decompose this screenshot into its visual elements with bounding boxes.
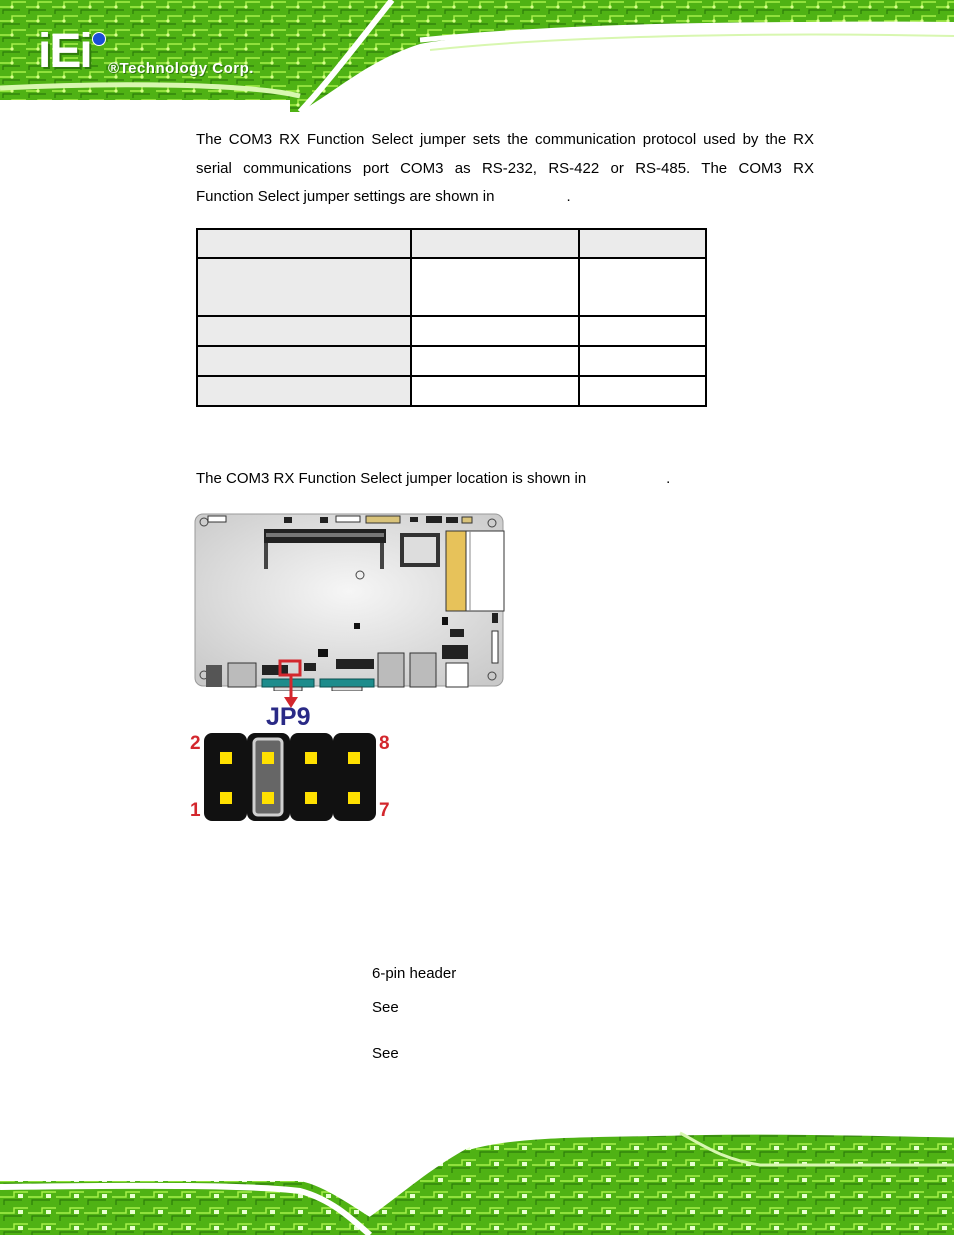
table-cell bbox=[197, 376, 411, 406]
pin-label-7: 7 bbox=[379, 800, 390, 821]
intro-line-2: serial communications port COM3 as RS-232, RS-422 or RS-485. The COM3 RX bbox=[196, 159, 814, 177]
table-cell bbox=[411, 258, 579, 316]
table-header-row bbox=[197, 229, 706, 258]
jumper-settings-table bbox=[196, 228, 707, 407]
company-logo bbox=[38, 25, 298, 82]
table-cell bbox=[579, 258, 706, 316]
table-cell bbox=[197, 346, 411, 376]
see-text: See bbox=[372, 1045, 399, 1062]
logo-dot-icon bbox=[92, 32, 106, 46]
table-cell bbox=[579, 316, 706, 346]
table-cell bbox=[197, 258, 411, 316]
intro-paragraph bbox=[196, 126, 814, 212]
location-sentence bbox=[196, 470, 670, 487]
pin-label-2: 2 bbox=[190, 733, 201, 754]
see-text: See bbox=[372, 999, 399, 1016]
location-sentence-text: The COM3 RX Function Select jumper location is shown in bbox=[196, 470, 587, 487]
intro-line-1: The COM3 RX Function Select jumper sets the communication protocol used by the RX bbox=[196, 131, 814, 148]
table-row bbox=[197, 258, 706, 316]
board-layout-figure bbox=[194, 513, 506, 691]
table-header-cell bbox=[197, 229, 411, 258]
jp9-pin-diagram bbox=[188, 703, 398, 823]
jumper-header-graphic bbox=[204, 733, 378, 823]
logo-text: ®Technology Corp. bbox=[108, 60, 254, 77]
table-cell bbox=[197, 316, 411, 346]
table-header-cell bbox=[579, 229, 706, 258]
logo-mark: iEi bbox=[38, 25, 91, 78]
table-cell bbox=[411, 346, 579, 376]
table-cell bbox=[579, 346, 706, 376]
intro-line-3-end: . bbox=[566, 188, 571, 205]
table-cell bbox=[411, 376, 579, 406]
intro-line-3 bbox=[196, 183, 814, 212]
pin-label-8: 8 bbox=[379, 733, 390, 754]
jumper-location-reference bbox=[372, 1045, 399, 1062]
table-row bbox=[197, 346, 706, 376]
pin-label-1: 1 bbox=[190, 800, 201, 821]
table-cell bbox=[579, 376, 706, 406]
jumper-type-value: 6-pin header bbox=[372, 965, 457, 982]
jumper-settings-reference bbox=[372, 999, 399, 1016]
jumper-label: JP9 bbox=[266, 703, 311, 731]
table-row bbox=[197, 316, 706, 346]
location-sentence-end: . bbox=[666, 470, 671, 487]
intro-line-3-text: Function Select jumper settings are shown in bbox=[196, 188, 495, 205]
table-cell bbox=[411, 316, 579, 346]
table-header-cell bbox=[411, 229, 579, 258]
footer-banner bbox=[0, 1125, 954, 1235]
table-row bbox=[197, 376, 706, 406]
